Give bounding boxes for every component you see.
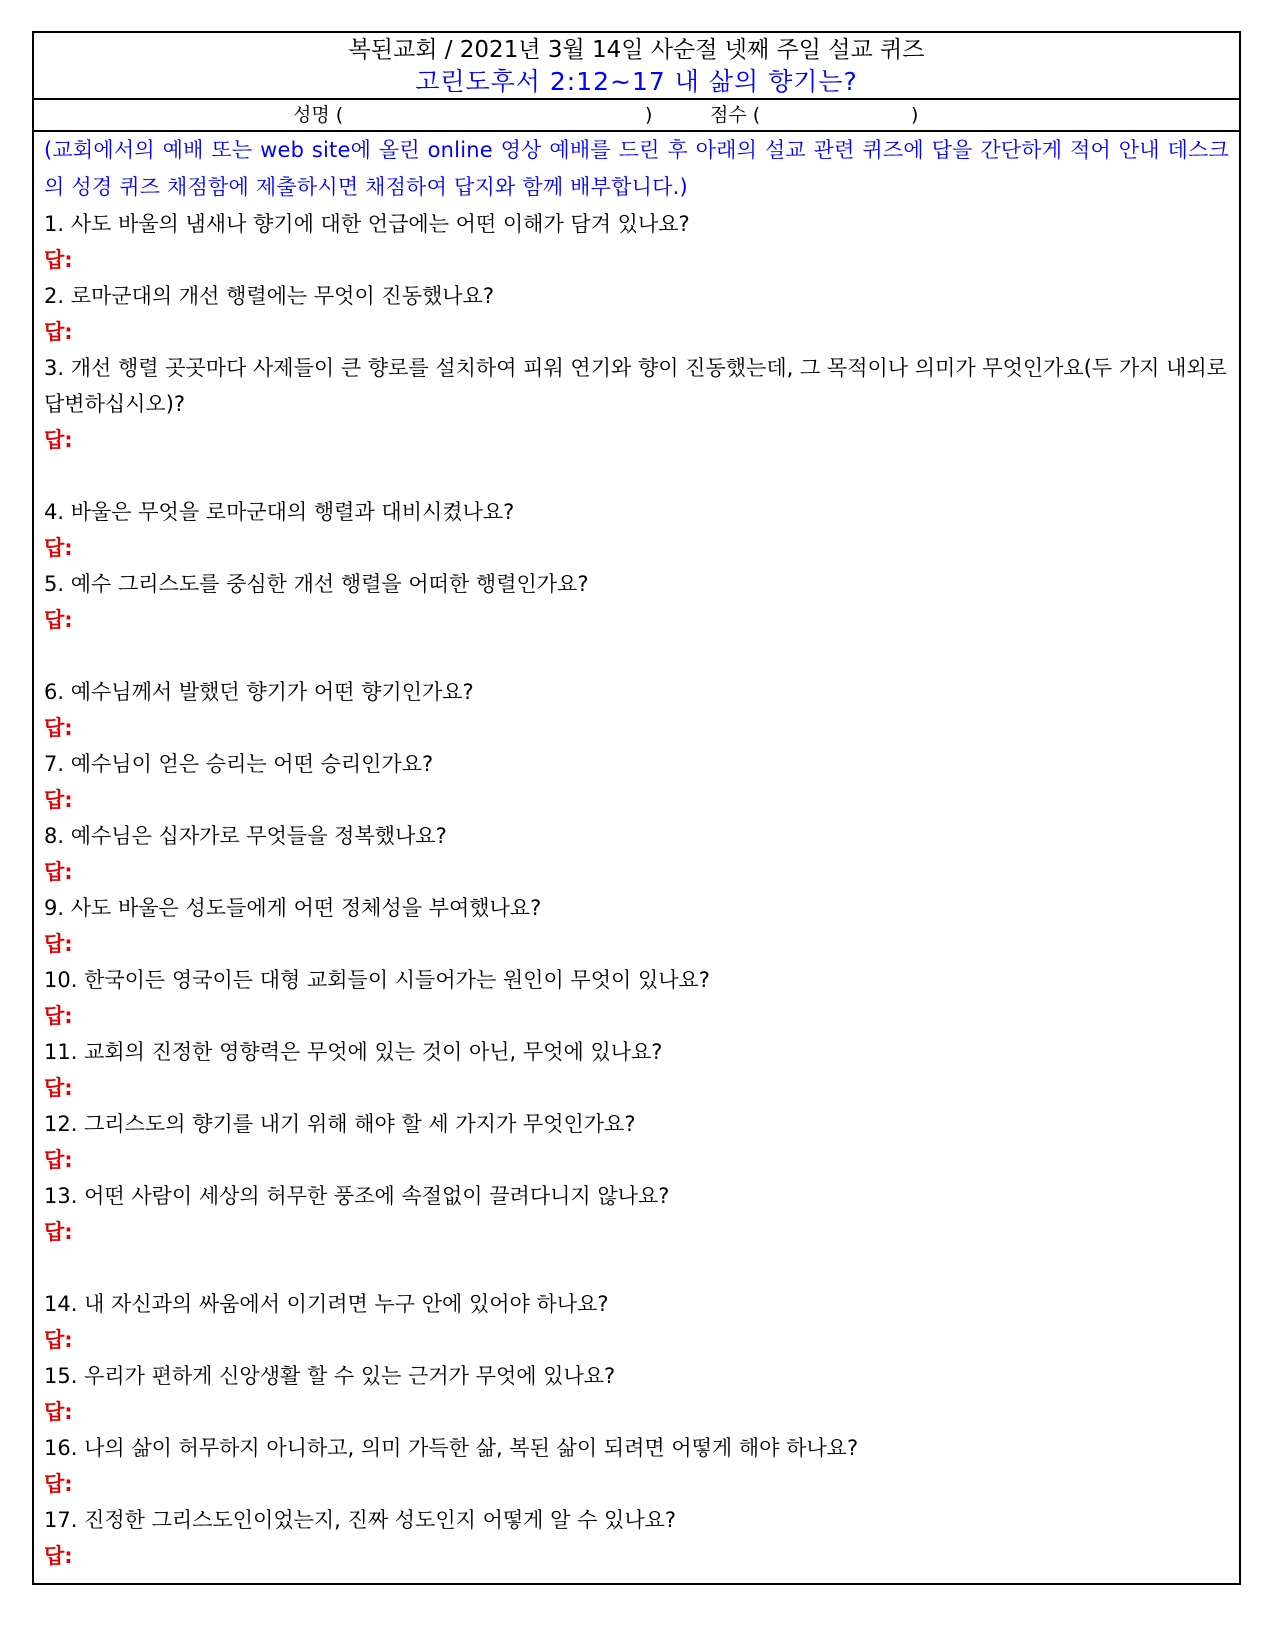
question-10: 10. 한국이든 영국이든 대형 교회들이 시들어가는 원인이 무엇이 있나요?: [44, 968, 710, 992]
spacer: [44, 1250, 1229, 1286]
instructions: (교회에서의 예배 또는 web site에 올린 online 영상 예배를 드린 후 아래의 설교 관련 퀴즈에 답을 간단하게 적어 안내 데스크의 성경 퀴즈 채점함에 제출하시면 채점하여 답지와 함께 배부합니다.): [44, 138, 1229, 199]
quiz-sheet: [32, 31, 1241, 1585]
score-label: 점수 (: [710, 104, 761, 126]
answer-label: 답:: [44, 320, 73, 344]
answer-label: 답:: [44, 788, 73, 812]
answer-label: 답:: [44, 536, 73, 560]
question-6: 6. 예수님께서 발했던 향기가 어떤 향기인가요?: [44, 680, 474, 704]
question-8: 8. 예수님은 십자가로 무엇들을 정복했나요?: [44, 824, 447, 848]
answer-label: 답:: [44, 1148, 73, 1172]
document-title: 복된교회 / 2021년 3월 14일 사순절 넷째 주일 설교 퀴즈: [348, 37, 925, 63]
answer-label: 답:: [44, 248, 73, 272]
question-15: 15. 우리가 편하게 신앙생활 할 수 있는 근거가 무엇에 있나요?: [44, 1364, 616, 1388]
name-close: ): [645, 104, 653, 126]
spacer: [44, 638, 1229, 674]
question-17: 17. 진정한 그리스도인이었는지, 진짜 성도인지 어떻게 알 수 있나요?: [44, 1508, 677, 1532]
question-14: 14. 내 자신과의 싸움에서 이기려면 누구 안에 있어야 하나요?: [44, 1292, 609, 1316]
question-7: 7. 예수님이 얻은 승리는 어떤 승리인가요?: [44, 752, 434, 776]
spacer: [44, 458, 1229, 494]
name-label: 성명 (: [293, 104, 344, 126]
answer-label: 답:: [44, 860, 73, 884]
answer-label: 답:: [44, 1220, 73, 1244]
quiz-body: [34, 132, 1239, 1574]
answer-label: 답:: [44, 608, 73, 632]
question-11: 11. 교회의 진정한 영향력은 무엇에 있는 것이 아닌, 무엇에 있나요?: [44, 1040, 663, 1064]
score-close: ): [911, 104, 919, 126]
answer-label: 답:: [44, 1004, 73, 1028]
question-12: 12. 그리스도의 향기를 내기 위해 해야 할 세 가지가 무엇인가요?: [44, 1112, 636, 1136]
question-16: 16. 나의 삶이 허무하지 아니하고, 의미 가득한 삶, 복된 삶이 되려면 어떻게 해야 하나요?: [44, 1436, 859, 1460]
answer-label: 답:: [44, 428, 73, 452]
question-3: 3. 개선 행렬 곳곳마다 사제들이 큰 향로를 설치하여 피워 연기와 향이 진동했는데, 그 목적이나 의미가 무엇인가요(두 가지 내외로 답변하십시오)?: [44, 356, 1227, 416]
answer-label: 답:: [44, 1544, 73, 1568]
document-subtitle: 고린도후서 2:12~17 내 삶의 향기는?: [415, 67, 858, 96]
answer-label: 답:: [44, 1328, 73, 1352]
answer-label: 답:: [44, 716, 73, 740]
question-13: 13. 어떤 사람이 세상의 허무한 풍조에 속절없이 끌려다니지 않나요?: [44, 1184, 670, 1208]
question-9: 9. 사도 바울은 성도들에게 어떤 정체성을 부여했나요?: [44, 896, 542, 920]
question-4: 4. 바울은 무엇을 로마군대의 행렬과 대비시켰나요?: [44, 500, 515, 524]
question-5: 5. 예수 그리스도를 중심한 개선 행렬을 어떠한 행렬인가요?: [44, 572, 589, 596]
question-1: 1. 사도 바울의 냄새나 향기에 대한 언급에는 어떤 이해가 담겨 있나요?: [44, 212, 690, 236]
answer-label: 답:: [44, 1400, 73, 1424]
answer-label: 답:: [44, 1472, 73, 1496]
answer-label: 답:: [44, 1076, 73, 1100]
answer-label: 답:: [44, 932, 73, 956]
name-score-row: [34, 100, 1239, 132]
question-2: 2. 로마군대의 개선 행렬에는 무엇이 진동했나요?: [44, 284, 494, 308]
header: [34, 33, 1239, 100]
